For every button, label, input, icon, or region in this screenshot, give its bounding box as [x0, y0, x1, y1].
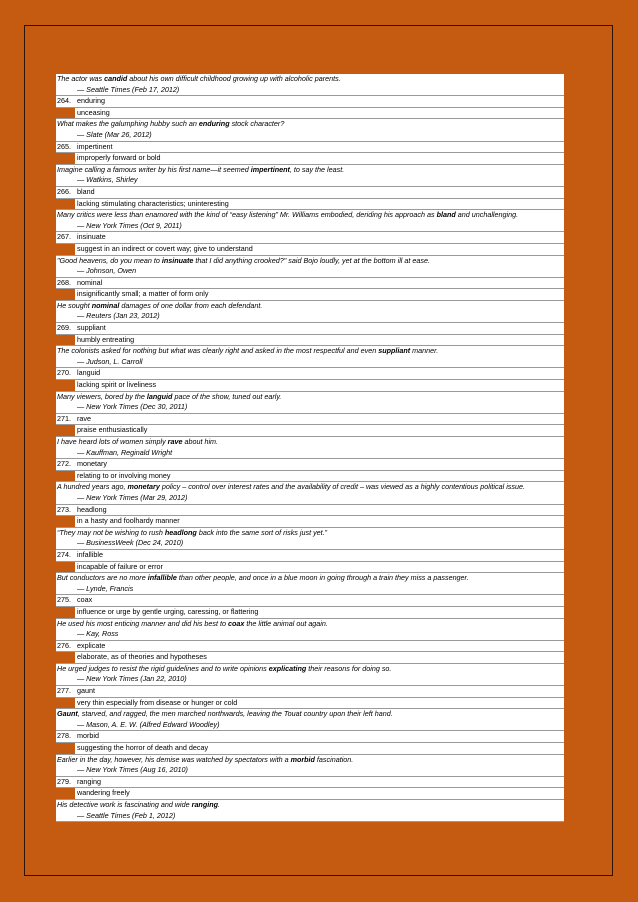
quote-text — [57, 210, 564, 221]
quote-keyword: morbid — [290, 754, 315, 764]
definition-text: humbly entreating — [77, 334, 135, 344]
vocab-word-row — [56, 595, 564, 607]
definition-marker — [56, 244, 75, 255]
quote-text — [57, 346, 564, 357]
quote-text — [57, 709, 564, 720]
definition-text: praise enthusiastically — [77, 425, 148, 435]
quote-text — [57, 437, 564, 448]
example-quote — [56, 437, 564, 459]
definition-row — [56, 335, 564, 347]
quote-text-pre: A hundred years ago, — [57, 482, 128, 492]
vocab-word-row — [56, 187, 564, 199]
definition-row — [56, 607, 564, 619]
vocab-word: coax — [77, 595, 93, 605]
quote-text-pre: Earlier in the day, however, his demise was watched by spectators with a — [57, 754, 291, 764]
definition-text: wandering freely — [77, 788, 130, 798]
quote-text-post: fascination. — [314, 754, 354, 764]
definition-row — [56, 743, 564, 755]
example-quote — [56, 210, 564, 232]
quote-keyword: languid — [146, 391, 173, 401]
definition-row — [56, 289, 564, 301]
quote-text-pre: The actor was — [57, 74, 105, 83]
quote-text-pre: He sought — [57, 300, 92, 310]
quote-text-pre: He urged judges to resist the rigid guidelines and to write opinions — [57, 663, 269, 673]
definition-marker — [56, 788, 75, 799]
vocab-word-row — [56, 731, 564, 743]
definition-text: lacking stimulating characteristics; uninteresting — [77, 198, 229, 208]
quote-source: — Slate (Mar 26, 2012) — [77, 129, 152, 139]
vocab-word-row — [56, 96, 564, 108]
vocab-word-row — [56, 641, 564, 653]
vocab-word-row — [56, 459, 564, 471]
example-quote — [56, 800, 564, 822]
definition-row — [56, 244, 564, 256]
quote-keyword: rave — [167, 437, 183, 446]
definition-marker — [56, 607, 75, 618]
quote-text-post: , starved, and ragged, the men marched northwards, leaving the Touat country upon their left hand. — [77, 709, 393, 719]
quote-keyword: monetary — [127, 482, 160, 492]
example-quote — [56, 664, 564, 686]
quote-text — [57, 74, 564, 85]
definition-text: improperly forward or bold — [77, 153, 161, 163]
entry-number: 268. — [57, 277, 71, 287]
quote-source: — Seattle Times (Feb 1, 2012) — [77, 810, 176, 820]
definition-text: suggesting the horror of death and decay — [77, 743, 209, 753]
vocab-word-row — [56, 550, 564, 562]
definition-marker — [56, 108, 75, 119]
definition-row — [56, 380, 564, 392]
vocab-word-row — [56, 278, 564, 290]
definition-marker — [56, 562, 75, 573]
vocabulary-sheet — [56, 74, 564, 822]
vocab-word: monetary — [77, 459, 107, 469]
quote-source: — Reuters (Jan 23, 2012) — [77, 311, 160, 321]
vocab-word: enduring — [77, 96, 105, 106]
vocab-word-row — [56, 323, 564, 335]
quote-text-post: the little animal out again. — [244, 618, 328, 628]
definition-row — [56, 652, 564, 664]
entry-number: 279. — [57, 776, 71, 786]
entry-number: 271. — [57, 413, 71, 423]
quote-keyword: nominal — [91, 300, 120, 310]
quote-text — [57, 664, 564, 675]
example-quote — [56, 346, 564, 368]
quote-keyword: insinuate — [161, 255, 194, 265]
example-quote — [56, 755, 564, 777]
quote-keyword: explicating — [268, 663, 307, 673]
entry-number: 266. — [57, 186, 71, 196]
quote-text-post: about his own difficult childhood growing up with alcoholic parents. — [127, 74, 341, 83]
entry-number: 273. — [57, 504, 71, 514]
example-quote — [56, 709, 564, 731]
quote-text-post: policy – control over interest rates and the availability of credit – was viewed as a highly contentious political issue. — [159, 482, 525, 492]
definition-text: lacking spirit or liveliness — [77, 380, 157, 390]
example-quote — [56, 573, 564, 595]
quote-text — [57, 573, 564, 584]
definition-text: influence or urge by gentle urging, caressing, or flattering — [77, 606, 259, 616]
definition-text: in a hasty and foolhardy manner — [77, 516, 180, 526]
quote-text-pre: What makes the galumphing hubby such an — [57, 119, 199, 129]
quote-text-post: about him. — [182, 437, 219, 446]
definition-row — [56, 199, 564, 211]
quote-text-pre: “They may not be wishing to rush — [57, 527, 165, 537]
quote-text-post: stock character? — [229, 119, 285, 129]
entry-number: 277. — [57, 686, 71, 696]
definition-marker — [56, 652, 75, 663]
quote-text-pre: Many viewers, bored by the — [57, 391, 147, 401]
quote-source: — Kay, Ross — [77, 629, 119, 639]
entry-number: 276. — [57, 640, 71, 650]
entry-number: 275. — [57, 595, 71, 605]
example-quote — [56, 165, 564, 187]
quote-keyword: infallible — [147, 573, 177, 583]
vocab-word-row — [56, 777, 564, 789]
entry-number: 269. — [57, 323, 71, 333]
definition-marker — [56, 199, 75, 210]
quote-keyword: ranging — [191, 800, 218, 809]
definition-text: very thin especially from disease or hunger or cold — [77, 697, 238, 707]
definition-marker — [56, 743, 75, 754]
quote-source: — BusinessWeek (Dec 24, 2010) — [77, 538, 184, 548]
vocab-word-row — [56, 414, 564, 426]
vocab-word: insinuate — [77, 232, 106, 242]
example-quote — [56, 392, 564, 414]
definition-marker — [56, 425, 75, 436]
quote-source: — Lynde, Francis — [77, 583, 134, 593]
definition-row — [56, 698, 564, 710]
quote-source: — Kauffman, Reginald Wright — [77, 447, 173, 457]
quote-keyword: suppliant — [378, 346, 411, 356]
vocab-word: nominal — [77, 277, 103, 287]
definition-text: insignificantly small; a matter of form only — [77, 289, 209, 299]
quote-keyword: impertinent — [250, 164, 290, 174]
definition-text: unceasing — [77, 107, 110, 117]
quote-source: — Mason, A. E. W. (Alfred Edward Woodley) — [77, 719, 220, 729]
vocab-word-row — [56, 368, 564, 380]
definition-text: incapable of failure or error — [77, 561, 163, 571]
vocab-word: headlong — [77, 504, 107, 514]
quote-keyword: enduring — [198, 119, 230, 129]
vocab-word-row — [56, 232, 564, 244]
quote-text — [57, 119, 564, 130]
definition-text: elaborate, as of theories and hypotheses — [77, 652, 207, 662]
quote-keyword: coax — [228, 618, 245, 628]
quote-source: — New York Times (Dec 30, 2011) — [77, 402, 188, 412]
quote-text-post: and unchallenging. — [455, 210, 519, 220]
vocab-word: ranging — [77, 776, 101, 786]
example-quote — [56, 619, 564, 641]
example-quote — [56, 301, 564, 323]
vocab-word: languid — [77, 368, 101, 378]
quote-text — [57, 528, 564, 539]
quote-text-post: , to say the least. — [289, 164, 345, 174]
quote-text — [57, 800, 564, 811]
quote-text-post: damages of one dollar from each defendant. — [119, 300, 263, 310]
quote-text-pre: He used his most enticing manner and did his best to — [57, 618, 228, 628]
vocab-word: morbid — [77, 731, 99, 741]
vocab-word: rave — [77, 413, 91, 423]
definition-marker — [56, 698, 75, 709]
quote-text — [57, 165, 564, 176]
example-quote — [56, 119, 564, 141]
definition-marker — [56, 335, 75, 346]
entry-number: 274. — [57, 549, 71, 559]
definition-row — [56, 471, 564, 483]
definition-marker — [56, 471, 75, 482]
quote-source: — Judson, L. Carroll — [77, 356, 143, 366]
quote-text-pre: Imagine calling a famous writer by his first name—it seemed — [57, 164, 251, 174]
vocab-word: gaunt — [77, 686, 95, 696]
definition-row — [56, 788, 564, 800]
definition-row — [56, 153, 564, 165]
vocab-word: impertinent — [77, 141, 113, 151]
definition-text: relating to or involving money — [77, 470, 171, 480]
quote-source: — New York Times (Oct 9, 2011) — [77, 220, 182, 230]
quote-source: — Johnson, Owen — [77, 266, 137, 276]
definition-row — [56, 425, 564, 437]
vocab-word-row — [56, 505, 564, 517]
quote-source: — Watkins, Shirley — [77, 175, 138, 185]
quote-text-post: than other people, and once in a blue moon in going through a train they miss a passenger. — [176, 573, 469, 583]
example-quote — [56, 482, 564, 504]
quote-text-pre: "Good heavens, do you mean to — [57, 255, 162, 265]
vocab-word-row — [56, 686, 564, 698]
quote-text-pre: His detective work is fascinating and wide — [57, 800, 192, 809]
quote-text-pre: But conductors are no more — [57, 573, 148, 583]
quote-text — [57, 619, 564, 630]
quote-text-post: back into the same sort of risks just yet.” — [196, 527, 328, 537]
entry-number: 278. — [57, 731, 71, 741]
definition-marker — [56, 153, 75, 164]
quote-text-post: that I did anything crooked?" said Bojo loudly, yet at the bottom ill at ease. — [193, 255, 430, 265]
quote-text-post: . — [218, 800, 220, 809]
quote-text-pre: The colonists asked for nothing but what was clearly right and asked in the most respectful and even — [57, 346, 379, 356]
quote-keyword: Gaunt — [57, 709, 78, 719]
example-quote — [56, 256, 564, 278]
definition-marker — [56, 289, 75, 300]
definition-text: suggest in an indirect or covert way; give to understand — [77, 243, 253, 253]
quote-source: — New York Times (Jan 22, 2010) — [77, 674, 187, 684]
entry-number: 267. — [57, 232, 71, 242]
quote-keyword: candid — [104, 74, 128, 83]
quote-text — [57, 301, 564, 312]
definition-row — [56, 562, 564, 574]
definition-row — [56, 516, 564, 528]
quote-keyword: bland — [436, 210, 456, 220]
entry-number: 265. — [57, 141, 71, 151]
quote-text — [57, 392, 564, 403]
entry-number: 270. — [57, 368, 71, 378]
vocab-word-row — [56, 142, 564, 154]
quote-text — [57, 256, 564, 267]
entry-number: 272. — [57, 459, 71, 469]
quote-text — [57, 755, 564, 766]
definition-row — [56, 108, 564, 120]
quote-text-post: pace of the show, tuned out early. — [172, 391, 282, 401]
example-quote — [56, 528, 564, 550]
quote-source: — New York Times (Aug 16, 2010) — [77, 765, 188, 775]
definition-marker — [56, 516, 75, 527]
quote-text-pre: Many critics were less than enamored with the kind of “easy listening” Mr. Williams embodied, deriding his approach as — [57, 210, 437, 220]
vocab-word: infallible — [77, 549, 103, 559]
quote-text-pre: I have heard lots of women simply — [57, 437, 168, 446]
definition-marker — [56, 380, 75, 391]
example-quote — [56, 74, 564, 96]
quote-source: — New York Times (Mar 29, 2012) — [77, 492, 188, 502]
quote-text-post: manner. — [410, 346, 439, 356]
quote-text — [57, 482, 564, 493]
vocab-word: explicate — [77, 640, 106, 650]
quote-text-post: their reasons for doing so. — [306, 663, 392, 673]
vocab-word: suppliant — [77, 323, 106, 333]
vocab-word: bland — [77, 186, 95, 196]
quote-source: — Seattle Times (Feb 17, 2012) — [77, 84, 180, 94]
quote-keyword: headlong — [164, 527, 197, 537]
entry-number: 264. — [57, 96, 71, 106]
